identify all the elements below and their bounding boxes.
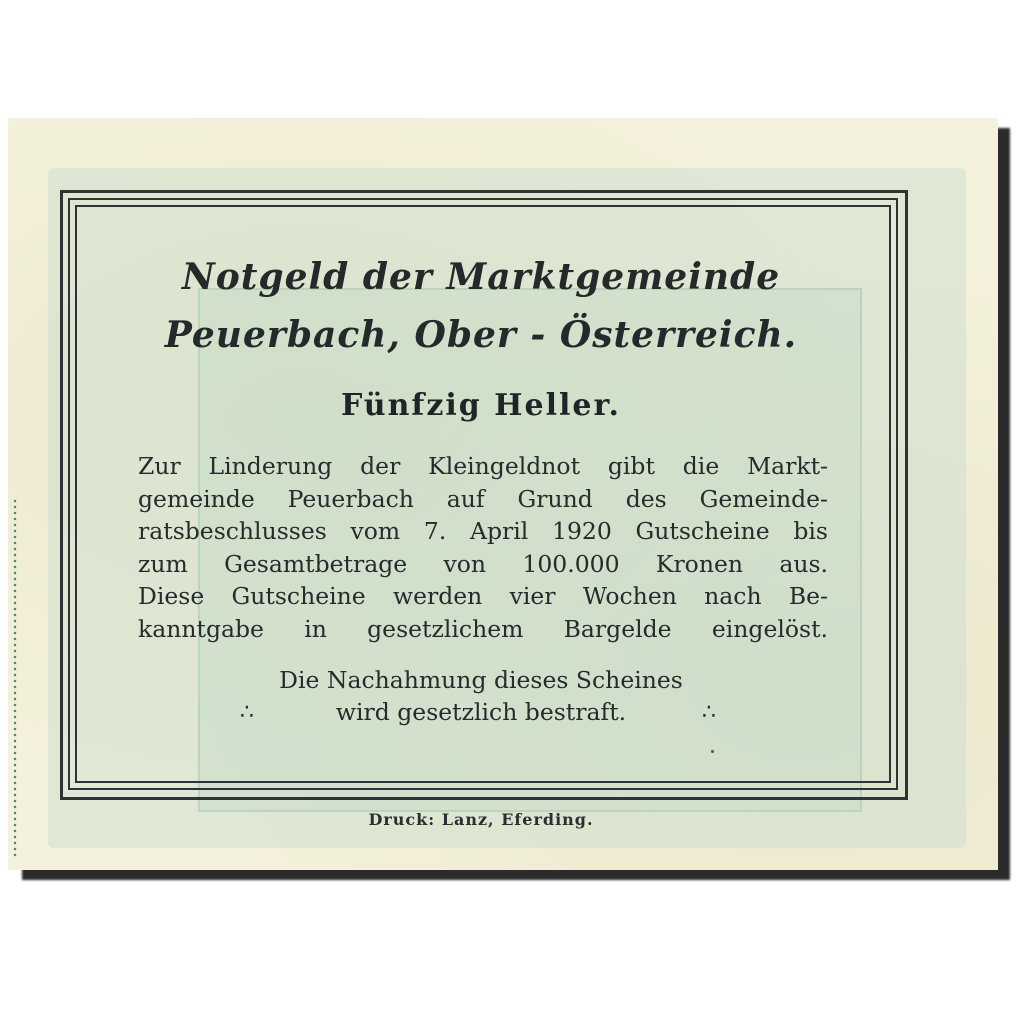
warning-line-2: wird gesetzlich bestraft. [335,698,627,726]
title-line-2: Peuerbach, Ober - Österreich. [164,314,798,356]
ink-speck [711,750,714,753]
body-line: Diese Gutscheine werden vier Wochen nach Be- [138,582,828,610]
printer-imprint: Druck: Lanz, Eferding. [368,810,594,829]
banknote-back [8,118,998,870]
denomination: Fünfzig Heller. [341,388,621,423]
title-line-1: Notgeld der Marktgemeinde [181,256,781,298]
body-line: kanntgabe in gesetzlichem Bargelde eingelöst. [138,614,828,643]
body-line: ratsbeschlusses vom 7. April 1920 Gutscheine bis [138,517,828,545]
body-line: gemeinde Peuerbach auf Grund des Gemeinde- [138,484,828,513]
body-text [138,450,828,645]
ornament-dots-left: ∴ [240,700,254,725]
perforation-edge [13,498,17,858]
warning-line-1: Die Nachahmung dieses Scheines [279,666,683,694]
body-line: zum Gesamtbetrage von 100.000 Kronen aus. [138,549,828,578]
ornament-dots-right: ∴ [702,700,716,725]
body-line: Zur Linderung der Kleingeldnot gibt die Markt- [138,452,828,480]
